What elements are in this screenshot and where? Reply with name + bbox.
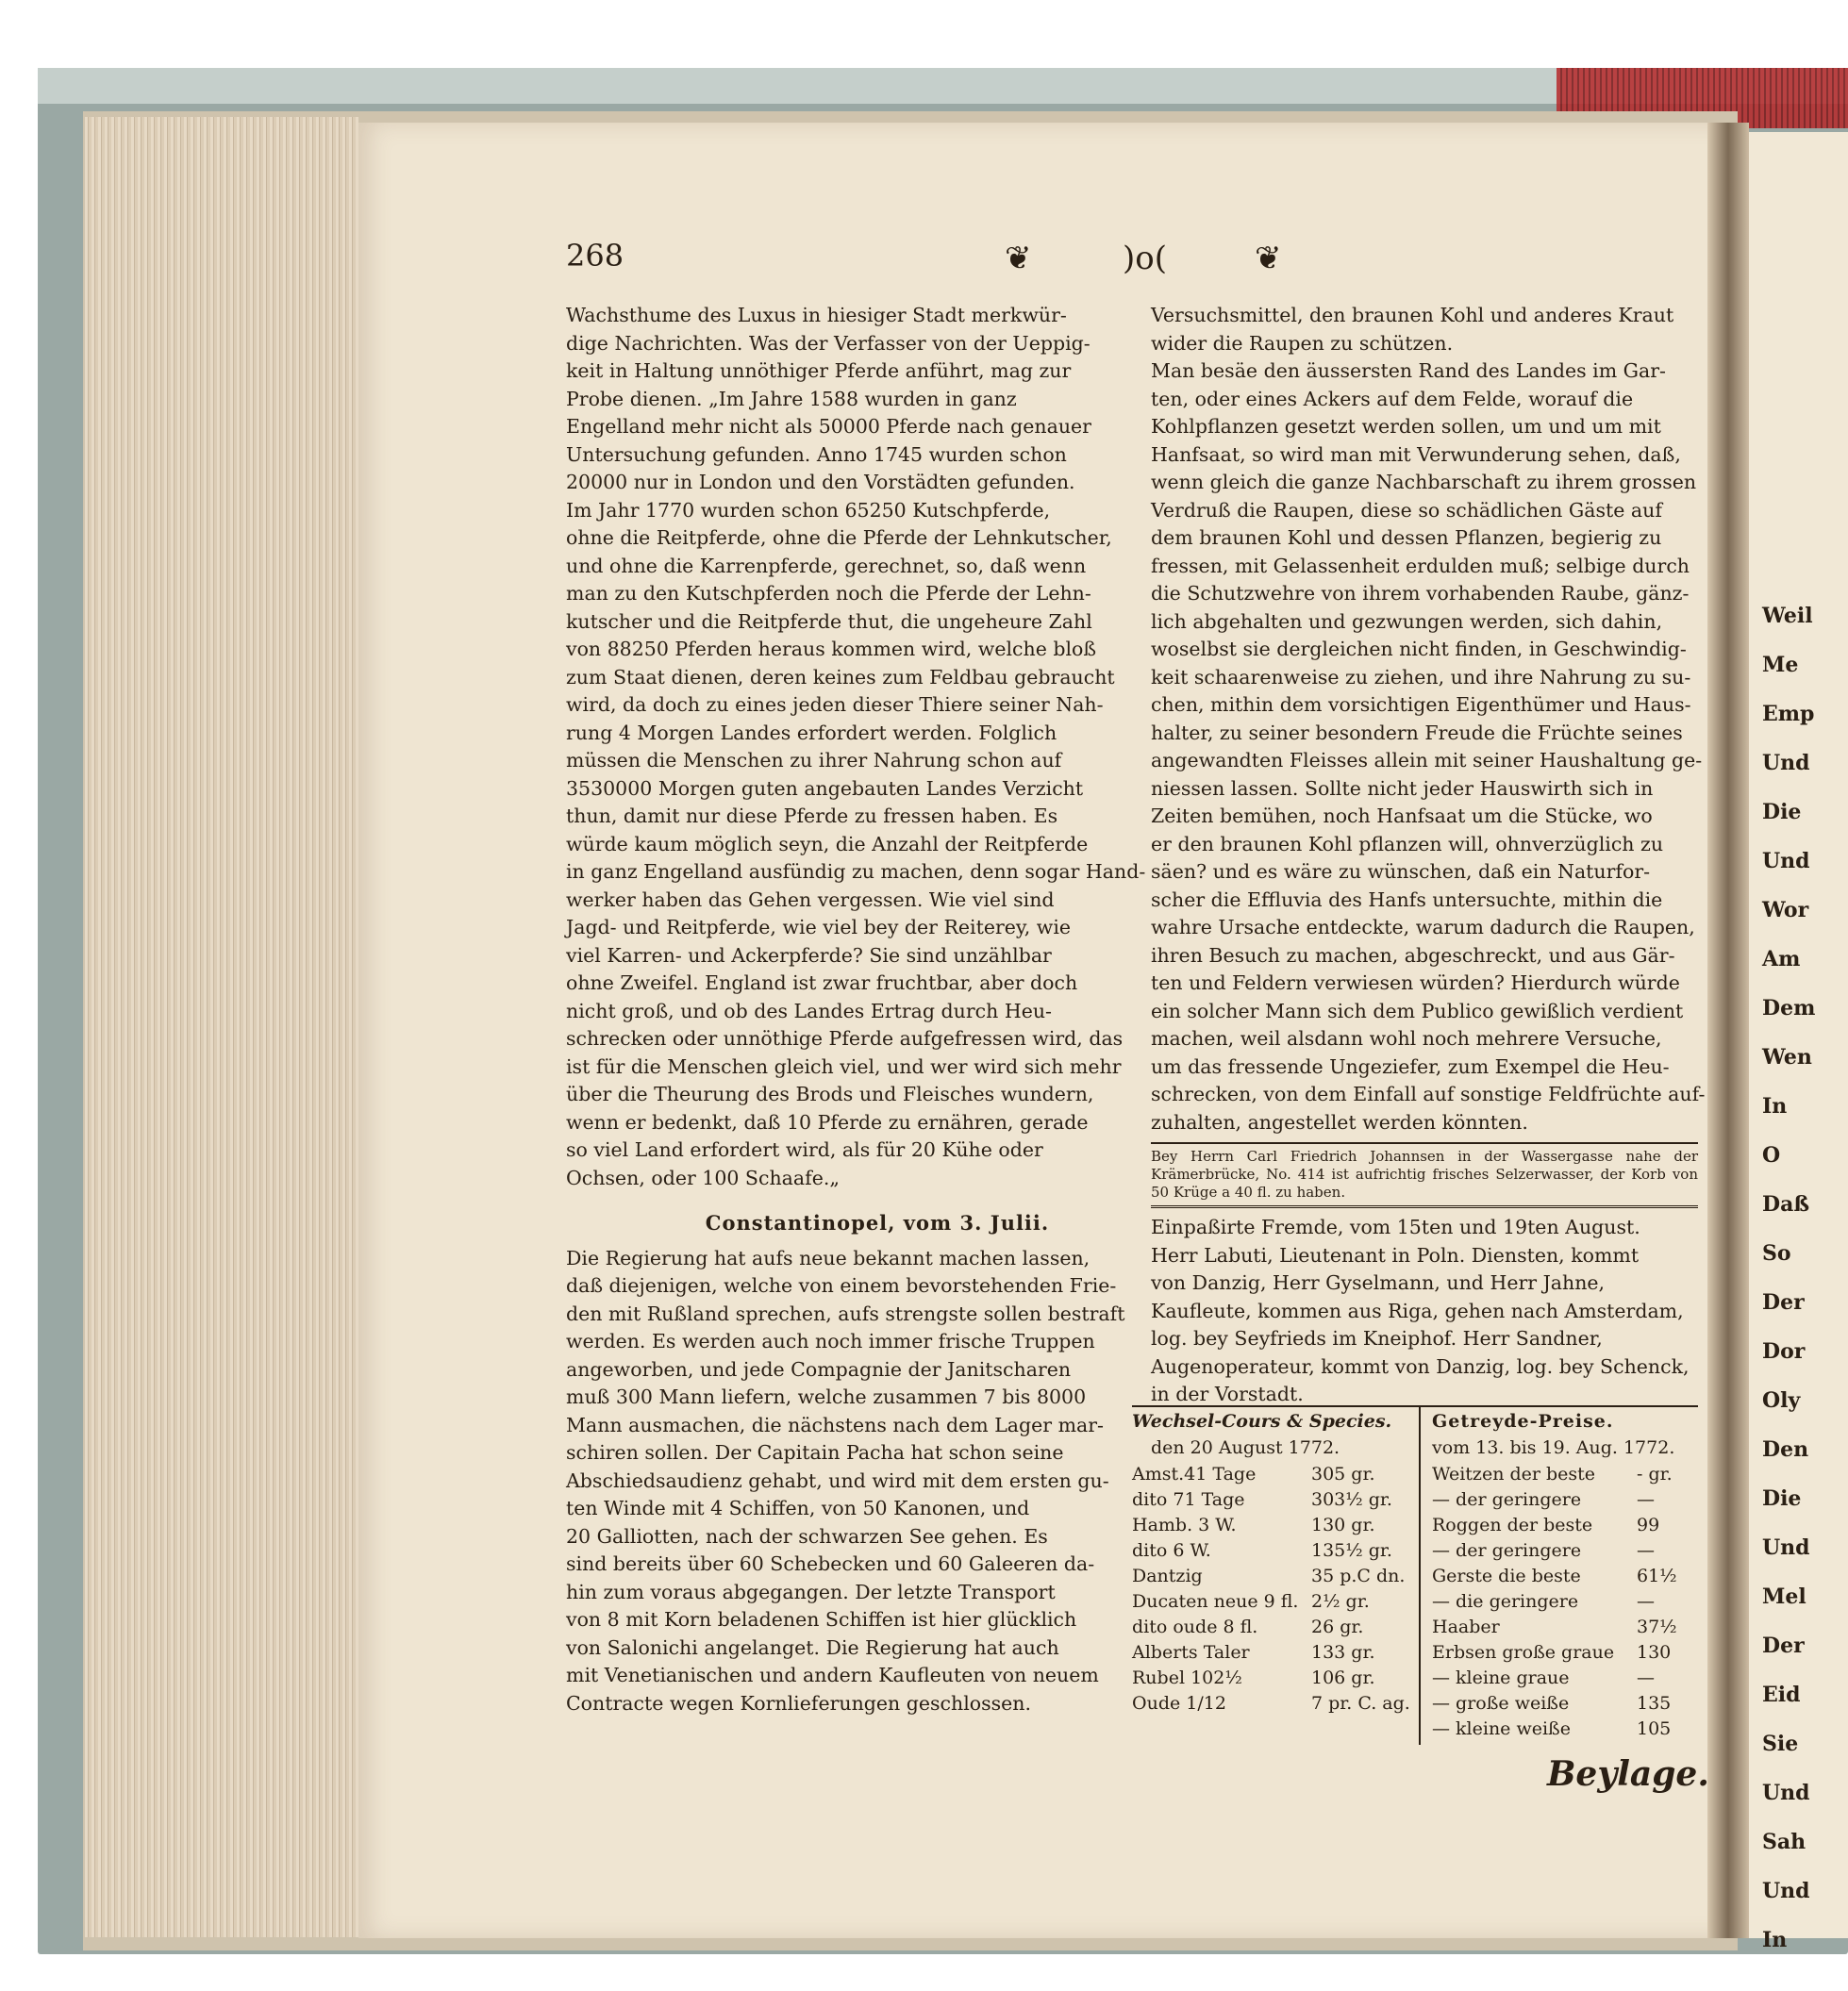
table-row-label: — der geringere [1432, 1489, 1582, 1510]
right-column [1151, 302, 1706, 1409]
right-page-word: Der [1762, 1290, 1805, 1315]
text-line: Versuchsmittel, den braunen Kohl und anderes Kraut [1151, 304, 1674, 326]
table-row-value: 35 p.C dn. [1311, 1566, 1406, 1586]
text-line: Verdruß die Raupen, diese so schädlichen Gäste auf [1151, 498, 1662, 522]
text-line: scher die Effluvia des Hanfs untersuchte, mithin die [1151, 888, 1663, 911]
text-line: mit Venetianischen und andern Kaufleuten von neuem [566, 1664, 1099, 1686]
text-line: Im Jahr 1770 wurden schon 65250 Kutschpferde, [566, 498, 1051, 522]
text-line: Einpaßirte Fremde, vom 15ten und 19ten August. [1151, 1216, 1640, 1238]
right-page-word: Der [1762, 1634, 1805, 1658]
table-row-value: — [1637, 1667, 1655, 1688]
text-line: woselbst sie dergleichen nicht finden, in Geschwindig- [1151, 638, 1687, 660]
table-row-value: 105 [1637, 1718, 1672, 1739]
grain-date: vom 13. bis 19. Aug. 1772. [1432, 1437, 1675, 1458]
text-line: werden. Es werden auch noch immer frische Truppen [566, 1330, 1095, 1352]
text-line: ein solcher Mann sich dem Publico gewißlich verdient [1151, 999, 1684, 1022]
right-page-word: Und [1762, 849, 1810, 873]
right-page-word: Den [1762, 1437, 1809, 1462]
text-line: ten Winde mit 4 Schiffen, von 50 Kanonen, und [566, 1497, 1030, 1519]
hemp-article [1151, 302, 1706, 1137]
text-line: thun, damit nur diese Pferde zu fressen haben. Es [566, 805, 1058, 827]
text-line: angewandten Fleisses allein mit seiner Haushaltung ge- [1151, 749, 1703, 772]
table-row-label: Erbsen große graue [1432, 1642, 1615, 1663]
right-page-word: Eid [1762, 1683, 1801, 1707]
right-page-word: Sah [1762, 1830, 1806, 1854]
text-line: Zeiten bemühen, noch Hanfsaat um die Stücke, wo [1151, 805, 1653, 827]
table-row-label: dito 6 W. [1132, 1540, 1211, 1561]
right-page-word: Mel [1762, 1585, 1806, 1609]
text-line: wider die Raupen zu schützen. [1151, 331, 1454, 355]
right-page-word: Am [1762, 947, 1801, 971]
table-row-value: 130 gr. [1311, 1515, 1375, 1535]
text-line: von 8 mit Korn beladenen Schiffen ist hier glücklich [566, 1608, 1077, 1631]
text-line: müssen die Menschen zu ihrer Nahrung schon auf [566, 749, 1062, 772]
right-page-word: Die [1762, 800, 1802, 824]
text-line: dige Nachrichten. Was der Verfasser von der Ueppig- [566, 331, 1090, 355]
text-line: lich abgehalten und gezwungen werden, sich dahin, [1151, 609, 1663, 633]
text-line: werker haben das Gehen vergessen. Wie viel sind [566, 888, 1055, 911]
text-line: Wachsthume des Luxus in hiesiger Stadt merkwür- [566, 304, 1067, 326]
luxury-article [566, 302, 1189, 1192]
table-row-value: 133 gr. [1311, 1642, 1375, 1663]
right-page-word: O [1762, 1143, 1781, 1168]
text-line: zuhalten, angestellet werden könnten. [1151, 1110, 1528, 1134]
table-row-label: — große weiße [1432, 1693, 1570, 1714]
text-line: so viel Land erfordert wird, als für 20 Kühe oder [566, 1138, 1043, 1161]
text-line: ist für die Menschen gleich viel, und wer wird sich mehr [566, 1054, 1122, 1078]
right-page-word: Wor [1762, 898, 1809, 922]
text-line: schrecken, von dem Einfall auf sonstige Feldfrüchte auf- [1151, 1083, 1706, 1105]
right-page-word: Daß [1762, 1192, 1810, 1217]
text-line: Ochsen, oder 100 Schaafe.„ [566, 1166, 840, 1189]
table-row-value: 135½ gr. [1311, 1540, 1392, 1561]
table-row-value: 130 [1637, 1642, 1672, 1663]
table-row-label: Roggen der beste [1432, 1515, 1593, 1535]
right-page-word: Dor [1762, 1339, 1806, 1364]
page-header [566, 238, 1717, 285]
table-row-value: — [1637, 1489, 1655, 1510]
table-row-value: 37½ [1637, 1617, 1677, 1637]
text-line: daß diejenigen, welche von einem bevorstehenden Frie- [566, 1274, 1117, 1297]
right-page-word: Dem [1762, 996, 1816, 1020]
text-line: Untersuchung gefunden. Anno 1745 wurden schon [566, 442, 1067, 466]
text-line: er den braunen Kohl pflanzen will, ohnverzüglich zu [1151, 832, 1664, 855]
text-line: Die Regierung hat aufs neue bekannt machen lassen, [566, 1246, 1090, 1269]
table-row-label: dito oude 8 fl. [1132, 1617, 1258, 1637]
gutter [1707, 123, 1749, 1938]
text-line: Hanfsaat, so wird man mit Verwunderung sehen, daß, [1151, 442, 1681, 466]
right-page-word: Und [1762, 1879, 1810, 1903]
table-row-label: Weitzen der beste [1432, 1464, 1596, 1485]
text-line: ten, oder eines Ackers auf dem Felde, worauf die [1151, 387, 1634, 410]
catchword: Beylage. [1547, 1754, 1709, 1794]
text-line: 20000 nur in London und den Vorstädten gefunden. [566, 471, 1075, 493]
text-line: rung 4 Morgen Landes erfordert werden. Folglich [566, 721, 1057, 744]
text-line: ohne Zweifel. England ist zwar fruchtbar, aber doch [566, 971, 1078, 994]
table-row-value: 7 pr. C. ag. [1311, 1693, 1410, 1714]
text-line: zum Staat dienen, deren keines zum Feldbau gebraucht [566, 665, 1115, 689]
table-row-value: 303½ gr. [1311, 1489, 1392, 1510]
table-row-value: 61½ [1637, 1566, 1677, 1586]
arrivals-list [1151, 1214, 1698, 1409]
table-row-label: Rubel 102½ [1132, 1667, 1242, 1688]
right-page-word: Wen [1762, 1045, 1812, 1070]
constantinople-heading: Constantinopel, vom 3. Julii. [705, 1211, 1050, 1235]
text-line: Herr Labuti, Lieutenant in Poln. Diensten, kommt [1151, 1243, 1640, 1267]
text-line: wenn er bedenkt, daß 10 Pferde zu ernähren, gerade [566, 1110, 1089, 1134]
text-line: machen, weil alsdann wohl noch mehrere Versuche, [1151, 1027, 1662, 1050]
table-row-label: — kleine graue [1432, 1667, 1570, 1688]
exchange-title: Wechsel-Cours & Species. [1132, 1411, 1392, 1432]
right-page-word: Die [1762, 1486, 1802, 1511]
text-line: Kohlpflanzen gesetzt werden sollen, um und um mit [1151, 415, 1661, 438]
text-line: niessen lassen. Sollte nicht jeder Hauswirth sich in [1151, 776, 1654, 800]
seltzer-notice: Bey Herrn Carl Friedrich Johannsen in der Wassergasse nahe der Krämerbrücke, No. 414 ist aufrichtig frisches Selzerwasser, der Korb von 50 Krüge a 40 fl. zu haben. [1151, 1142, 1698, 1208]
text-line: sind bereits über 60 Schebecken und 60 Galeeren da- [566, 1552, 1095, 1575]
table-row-label: Ducaten neue 9 fl. [1132, 1591, 1299, 1612]
right-page-word: Sie [1762, 1732, 1799, 1756]
text-line: säen? und es wäre zu wünschen, daß ein Naturfor- [1151, 860, 1651, 883]
text-line: über die Theurung des Brods und Fleisches wundern, [566, 1083, 1094, 1105]
table-row-label: Gerste die beste [1432, 1566, 1581, 1586]
table-row-value: - gr. [1637, 1464, 1673, 1485]
right-page-word: Und [1762, 751, 1810, 775]
text-line: man zu den Kutschpferden noch die Pferde der Lehn- [566, 582, 1091, 605]
text-line: keit schaarenweise zu ziehen, und ihre Nahrung zu su- [1151, 665, 1691, 689]
table-row-label: Dantzig [1132, 1566, 1203, 1586]
text-line: würde kaum möglich seyn, die Anzahl der Reitpferde [566, 832, 1089, 855]
text-line: um das fressende Ungeziefer, zum Exempel die Heu- [1151, 1054, 1670, 1078]
shell-ornament-icon: ❦ [1255, 240, 1282, 277]
text-line: ihren Besuch zu machen, abgeschreckt, und aus Gär- [1151, 943, 1675, 967]
text-line: in der Vorstadt. [1151, 1383, 1304, 1405]
table-divider [1419, 1405, 1421, 1745]
text-line: angeworben, und jede Compagnie der Janitscharen [566, 1357, 1072, 1381]
right-page-word: In [1762, 1094, 1788, 1119]
right-page-word: Und [1762, 1781, 1810, 1805]
text-line: von 88250 Pferden heraus kommen wird, welche bloß [566, 638, 1097, 660]
table-row-label: Oude 1/12 [1132, 1693, 1226, 1714]
text-line: 20 Galliotten, nach der schwarzen See gehen. Es [566, 1524, 1048, 1548]
table-row-label: Amst.41 Tage [1132, 1464, 1257, 1485]
text-line: viel Karren- und Ackerpferde? Sie sind unzählbar [566, 943, 1052, 967]
table-row-label: — der geringere [1432, 1540, 1582, 1561]
right-page-word: Emp [1762, 702, 1815, 726]
text-line: Engelland mehr nicht als 50000 Pferde nach genauer [566, 415, 1091, 438]
page-edges [85, 117, 358, 1937]
right-page-word: So [1762, 1241, 1791, 1266]
text-line: keit in Haltung unnöthiger Pferde anführt, mag zur [566, 359, 1072, 382]
text-line: wenn gleich die ganze Nachbarschaft zu ihrem grossen [1151, 471, 1697, 493]
table-row-value: 2½ gr. [1311, 1591, 1370, 1612]
table-row-value: 106 gr. [1311, 1667, 1375, 1688]
left-column [566, 302, 1189, 1717]
table-row-label: — die geringere [1432, 1591, 1579, 1612]
table-row-value: 99 [1637, 1515, 1660, 1535]
text-line: fressen, mit Gelassenheit erdulden muß; selbige durch [1151, 554, 1690, 577]
text-line: Abschiedsaudienz gehabt, und wird mit dem ersten gu- [566, 1468, 1109, 1492]
text-line: schiren sollen. Der Capitain Pacha hat schon seine [566, 1441, 1064, 1464]
shell-ornament-icon: ❦ [1005, 240, 1032, 277]
text-line: schrecken oder unnöthige Pferde aufgefressen wird, das [566, 1027, 1124, 1050]
exchange-date: den 20 August 1772. [1151, 1437, 1340, 1458]
table-row-value: — [1637, 1591, 1655, 1612]
constantinople-article [566, 1245, 1189, 1718]
text-line: hin zum voraus abgegangen. Der letzte Transport [566, 1580, 1056, 1603]
page-number: 268 [566, 238, 624, 274]
text-line: wahre Ursache entdeckte, warum dadurch die Raupen, [1151, 916, 1695, 938]
text-line: die Schutzwehre von ihrem vorhabenden Raube, gänz- [1151, 582, 1690, 605]
text-line: log. bey Seyfrieds im Kneiphof. Herr Sandner, [1151, 1327, 1603, 1350]
table-row-value: 135 [1637, 1693, 1672, 1714]
divider-ornament-icon: )o( [1123, 240, 1167, 277]
text-line: den mit Rußland sprechen, aufs strengste sollen bestraft [566, 1302, 1125, 1325]
right-page-word: Oly [1762, 1388, 1801, 1413]
table-row-label: Alberts Taler [1132, 1642, 1250, 1663]
grain-title: Getreyde-Preise. [1432, 1411, 1614, 1432]
right-page-word: Weil [1762, 604, 1813, 628]
table-row-value: 305 gr. [1311, 1464, 1375, 1485]
text-line: Mann ausmachen, die nächstens nach dem Lager mar- [566, 1413, 1104, 1436]
text-line: und ohne die Karrenpferde, gerechnet, so, daß wenn [566, 554, 1087, 577]
right-page-fragment [1749, 132, 1848, 1952]
text-line: in ganz Engelland ausfündig zu machen, denn sogar Hand- [566, 860, 1146, 883]
text-line: nicht groß, und ob des Landes Ertrag durch Heu- [566, 999, 1052, 1022]
text-line: von Salonichi angelanget. Die Regierung hat auch [566, 1635, 1059, 1659]
text-line: Probe dienen. „Im Jahre 1588 wurden in ganz [566, 387, 1017, 410]
price-tables [1132, 1405, 1698, 1745]
text-line: muß 300 Mann liefern, welche zusammen 7 bis 8000 [566, 1385, 1087, 1408]
text-line: ten und Feldern verwiesen würden? Hierdurch würde [1151, 971, 1680, 994]
text-line: halter, zu seiner besondern Freude die Früchte seines [1151, 721, 1683, 744]
text-line: kutscher und die Reitpferde thut, die ungeheure Zahl [566, 609, 1092, 633]
text-line: ohne die Reitpferde, ohne die Pferde der Lehnkutscher, [566, 526, 1112, 549]
right-page-word: In [1762, 1928, 1788, 1952]
table-row-label: dito 71 Tage [1132, 1489, 1245, 1510]
table-row-value: — [1637, 1540, 1655, 1561]
text-line: wird, da doch zu eines jeden dieser Thiere seiner Nah- [566, 693, 1104, 716]
text-line: 3530000 Morgen guten angebauten Landes Verzicht [566, 776, 1084, 800]
text-line: Jagd- und Reitpferde, wie viel bey der Reiterey, wie [566, 916, 1072, 938]
text-line: Augenoperateur, kommt von Danzig, log. bey Schenck, [1151, 1354, 1690, 1378]
table-row-value: 26 gr. [1311, 1617, 1364, 1637]
right-page-word: Und [1762, 1535, 1810, 1560]
table-row-label: — kleine weiße [1432, 1718, 1571, 1739]
table-row-label: Haaber [1432, 1617, 1500, 1637]
text-line: dem braunen Kohl und dessen Pflanzen, begierig zu [1151, 526, 1662, 549]
text-line: Contracte wegen Kornlieferungen geschlossen. [566, 1691, 1032, 1715]
text-line: Man besäe den äussersten Rand des Landes im Gar- [1151, 359, 1666, 382]
text-line: Kaufleute, kommen aus Riga, gehen nach Amsterdam, [1151, 1299, 1684, 1322]
text-line: von Danzig, Herr Gyselmann, und Herr Jahne, [1151, 1271, 1606, 1294]
table-rule [1132, 1405, 1698, 1407]
table-row-label: Hamb. 3 W. [1132, 1515, 1237, 1535]
text-line: chen, mithin dem vorsichtigen Eigenthümer und Haus- [1151, 693, 1691, 716]
right-page-word: Me [1762, 653, 1799, 677]
